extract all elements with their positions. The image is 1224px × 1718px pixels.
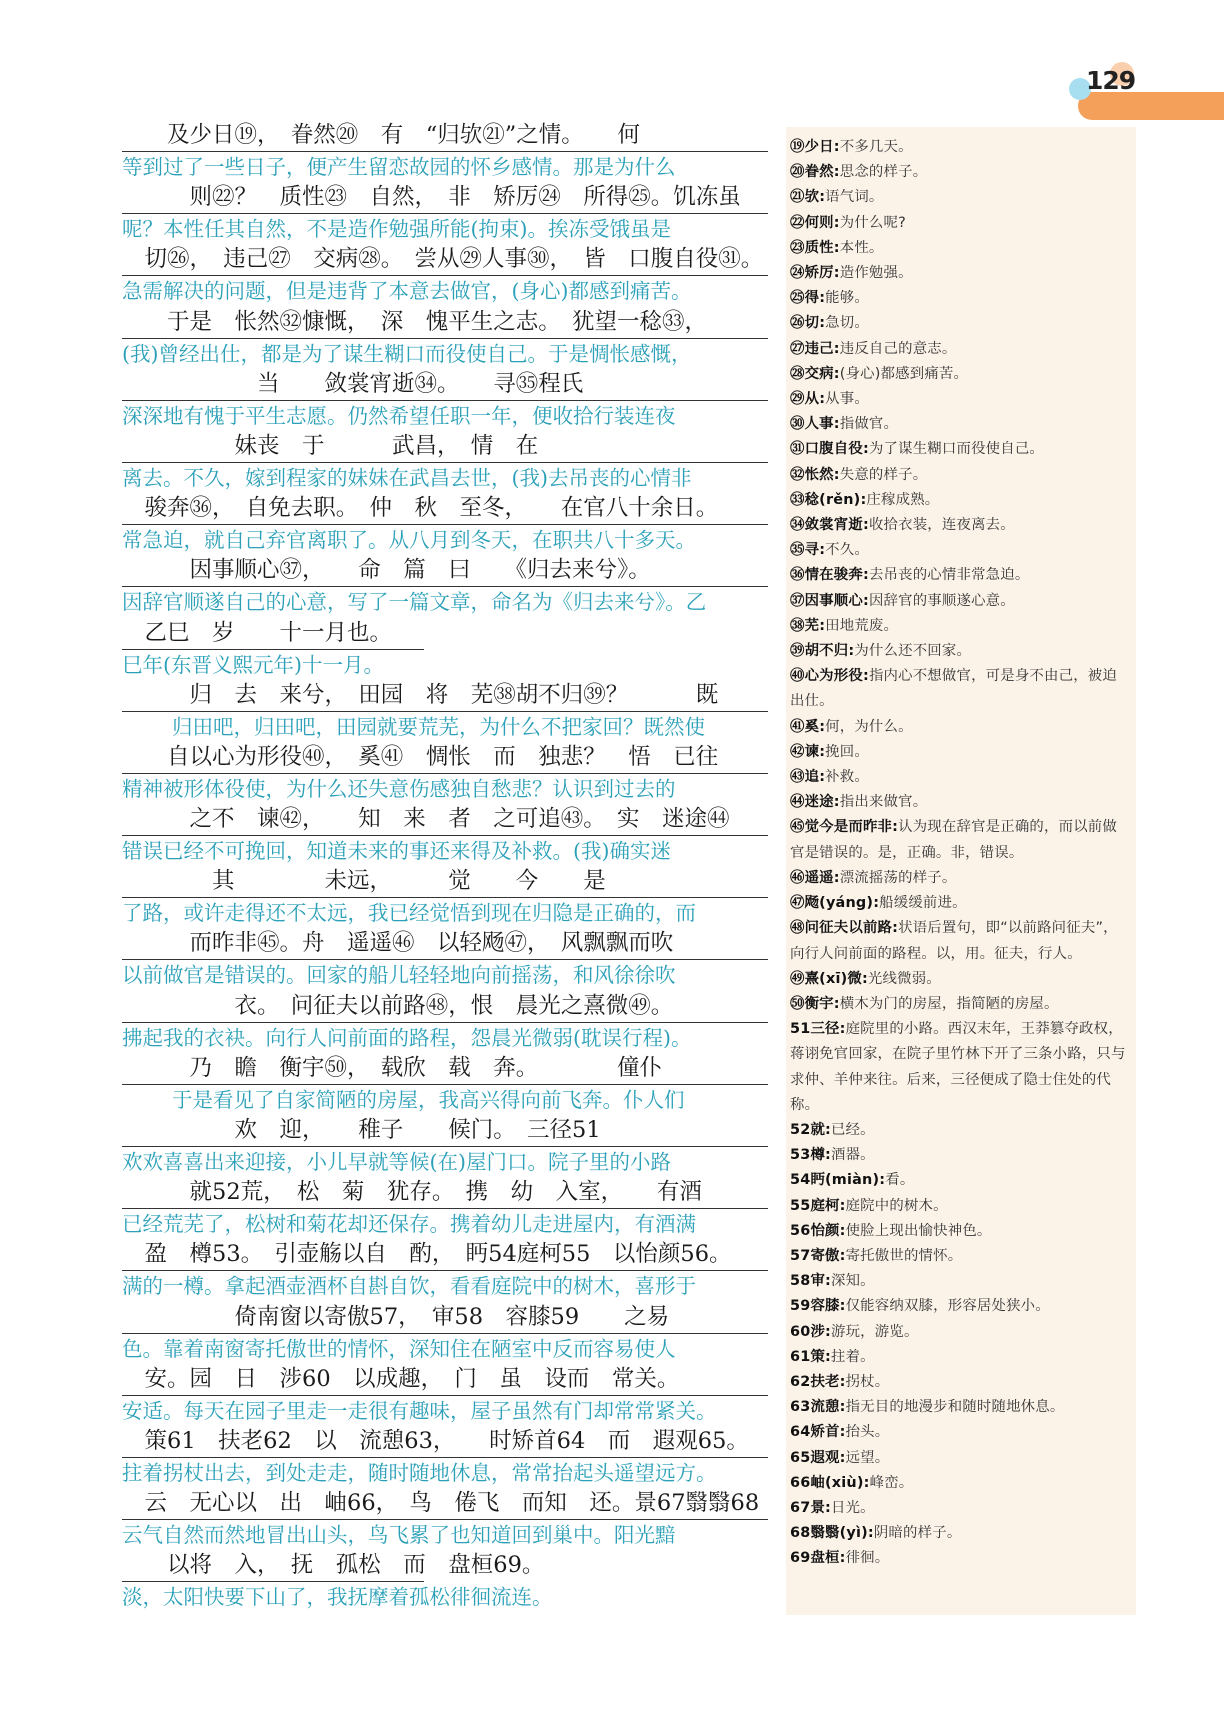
note-number: ㊲ [790, 592, 805, 609]
passage-line [122, 369, 768, 431]
note-number: 63 [790, 1399, 811, 1416]
note-number: 51 [790, 1021, 811, 1038]
note-definition: 收拾衣装，连夜离去。 [868, 517, 1015, 534]
note-number: ㉙ [790, 391, 805, 408]
passage-line [122, 804, 768, 866]
note-number: 61 [790, 1348, 811, 1365]
note-term: 遥遥 [804, 869, 834, 886]
translation-text: 淡，太阳快要下山了，我抚摩着孤松徘徊流连。 [122, 1585, 553, 1610]
note-definition: 船缓缓前进。 [879, 895, 967, 912]
note-definition: 挽回。 [825, 743, 869, 760]
note-term: 扶老 [810, 1373, 840, 1390]
note-number: 53 [790, 1147, 811, 1164]
note-term: 寄傲 [810, 1247, 840, 1264]
note-term: 审 [810, 1273, 826, 1290]
note-term: 怅然 [804, 466, 834, 483]
note-definition: 庭院里的小路。西汉末年，王莽篡夺政权，蒋诩免官回家，在院子里竹林下开了三条小路，只与求仲、羊仲来往。后来，三径便成了隐士住处的代称。 [790, 1021, 1126, 1113]
note-number: ㉓ [790, 239, 805, 256]
note-number: ㉘ [790, 365, 805, 382]
note-item: ㊺觉今是而昨非:认为现在辞官是正确的，而以前做官是错误的。是，正确。非，错误。 [790, 819, 1117, 861]
original-text: 云 无心以 出 岫66， 鸟 倦飞 而知 还。景67翳翳68 [122, 1488, 768, 1520]
note-term: 交病 [804, 365, 834, 382]
original-text: 欢 迎， 稚子 候门。 三径51 [122, 1115, 768, 1147]
note-item: ㊷谏:挽回。 [790, 743, 869, 760]
translation-text: 拂起我的衣袂。向行人问前面的路程，怨晨光微弱(耽误行程)。 [122, 1025, 692, 1050]
note-term: 怡颜 [810, 1222, 840, 1239]
note-term: 庭柯 [810, 1197, 840, 1214]
note-item: ㉛口腹自役:为了谋生糊口而役使自己。 [790, 441, 1045, 458]
note-term: 欤 [804, 189, 820, 206]
note-item: ㉟寻:不久。 [790, 542, 869, 559]
original-text: 就52荒， 松 菊 犹存。 携 幼 入室， 有酒 [122, 1177, 768, 1209]
note-definition: 违反自己的意志。 [839, 340, 957, 357]
original-text: 衣。 问征夫以前路㊽，恨 晨光之熹微㊾。 [122, 991, 768, 1023]
note-term: 奚 [804, 718, 820, 735]
note-item: 54眄(miàn):看。 [790, 1172, 915, 1189]
note-term: 景 [810, 1499, 826, 1516]
note-term: 口腹自役 [804, 441, 863, 458]
note-number: ㉛ [790, 441, 805, 458]
translation-text: 归田吧，归田吧，田园就要荒芜，为什么不把家回？既然使 [172, 714, 705, 739]
note-item: ㉓质性:本性。 [790, 239, 884, 256]
passage-line [122, 1239, 768, 1301]
note-definition: 能够。 [825, 290, 869, 307]
note-definition: 光线微弱。 [867, 970, 941, 987]
original-text: 及少日⑲， 眷然⑳ 有 “归欤㉑”之情。 何 [122, 120, 768, 152]
note-definition: 深知。 [831, 1273, 875, 1290]
note-term: 樽 [810, 1147, 826, 1164]
note-item: ㊱情在骏奔:去吊丧的心情非常急迫。 [790, 567, 1030, 584]
note-number: 56 [790, 1222, 811, 1239]
note-definition: 仅能容纳双膝，形容居处狭小。 [845, 1298, 1050, 1315]
note-term: 眄(miàn) [810, 1172, 880, 1189]
passage-line [122, 866, 768, 928]
translation-text: 巳年(东晋义熙元年)十一月。 [122, 652, 384, 677]
note-number: ㊻ [790, 869, 805, 886]
original-text: 则㉒？ 质性㉓ 自然， 非 矫厉㉔ 所得㉕。饥冻虽 [122, 182, 768, 214]
note-term: 衡宇 [804, 995, 834, 1012]
note-definition: 为什么呢? [839, 214, 906, 231]
note-number: ㉗ [790, 340, 805, 357]
note-term: 稔(rěn) [804, 491, 861, 508]
note-item: 58审:深知。 [790, 1273, 875, 1290]
note-definition: 庄稼成熟。 [866, 491, 940, 508]
note-number: ㉑ [790, 189, 805, 206]
note-number: 60 [790, 1323, 811, 1340]
note-definition: 去吊丧的心情非常急迫。 [868, 567, 1030, 584]
note-item: ㉔矫厉:造作勉强。 [790, 265, 913, 282]
note-definition: 寄托傲世的情怀。 [845, 1247, 963, 1264]
note-number: ㊳ [790, 617, 805, 634]
note-item: ㊳芜:田地荒废。 [790, 617, 899, 634]
note-definition: 游玩，游览。 [831, 1323, 919, 1340]
original-text: 之不 谏㊷， 知 来 者 之可追㊸。 实 迷途㊹ [122, 804, 768, 836]
note-item: 62扶老:拐杖。 [790, 1373, 890, 1390]
note-item: ㊾熹(xī)微:光线微弱。 [790, 970, 941, 987]
note-definition: 因辞官的事顺遂心意。 [868, 592, 1015, 609]
note-term: 追 [804, 769, 820, 786]
note-definition: 失意的样子。 [839, 466, 928, 483]
note-term: 情在骏奔 [804, 567, 863, 584]
note-number: ㉕ [790, 290, 805, 307]
original-text: 其 未远， 觉 今 是 [122, 866, 768, 898]
note-item: ㉒何则:为什么呢? [790, 214, 906, 231]
passage-line [122, 1550, 768, 1612]
note-item: ㊹迷途:指出来做官。 [790, 794, 928, 811]
note-number: 59 [790, 1298, 811, 1315]
passage-column [122, 120, 768, 1613]
note-term: 策 [810, 1348, 826, 1365]
note-number: 67 [790, 1499, 811, 1516]
note-term: 流憩 [810, 1399, 840, 1416]
translation-text: 错误已经不可挽回，知道未来的事还来得及补救。(我)确实迷 [122, 839, 671, 864]
original-text: 自以心为形役㊵， 奚㊶ 惆怅 而 独悲？ 悟 已往 [122, 742, 768, 774]
note-item: ㊿衡宇:横木为门的房屋，指简陋的房屋。 [790, 995, 1059, 1012]
note-number: 58 [790, 1273, 811, 1290]
note-definition: 从事。 [825, 391, 869, 408]
note-term: 眷然 [804, 164, 834, 181]
original-text: 于是 怅然㉜慷慨， 深 愧平生之志。 犹望一稔㉝， [122, 307, 768, 339]
note-definition: 指出来做官。 [839, 794, 928, 811]
translation-text: 呢？本性任其自然，不是造作勉强所能(拘束)。挨冻受饿虽是 [122, 217, 671, 242]
translation-text: 拄着拐杖出去，到处走走，随时随地休息，常常抬起头遥望远方。 [122, 1460, 717, 1485]
note-item: 65遐观:远望。 [790, 1449, 890, 1466]
note-definition: 何，为什么。 [825, 718, 913, 735]
passage-line [122, 1053, 768, 1115]
note-term: 问征夫以前路 [804, 920, 893, 937]
note-definition: 急切。 [825, 315, 869, 332]
note-term: 切 [804, 315, 820, 332]
note-item: 61策:拄着。 [790, 1348, 875, 1365]
passage-line [122, 555, 768, 617]
translation-text: 安适。每天在园子里走一走很有趣味，屋子虽然有门却常常紧关。 [122, 1398, 717, 1423]
note-item: 63流憩:指无目的地漫步和随时随地休息。 [790, 1399, 1065, 1416]
note-item: ㉙从:从事。 [790, 391, 869, 408]
original-text: 当 敛裳宵逝㉞。 寻㉟程氏 [122, 369, 768, 401]
translation-text: 以前做官是错误的。回家的船儿轻轻地向前摇荡，和风徐徐吹 [122, 963, 676, 988]
note-number: ㉖ [790, 315, 805, 332]
passage-line [122, 618, 768, 680]
note-item: ⑲少日:不多几天。 [790, 139, 913, 155]
note-definition: 拄着。 [831, 1348, 875, 1365]
note-term: 谏 [804, 743, 820, 760]
note-definition: 阴暗的样子。 [873, 1525, 962, 1542]
passage-line [122, 120, 768, 182]
original-text: 妹丧 于 武昌， 情 在 [122, 431, 768, 463]
note-term: 飏(yáng) [804, 895, 874, 912]
note-item: 59容膝:仅能容纳双膝，形容居处狭小。 [790, 1298, 1050, 1315]
note-number: ㉟ [790, 542, 805, 559]
note-term: 迷途 [804, 794, 834, 811]
note-number: ㊼ [790, 895, 805, 912]
note-item: 52就:已经。 [790, 1121, 875, 1138]
note-term: 何则 [804, 214, 834, 231]
original-text: 安。园 日 涉60 以成趣， 门 虽 设而 常关。 [122, 1364, 768, 1396]
note-item: 60涉:游玩，游览。 [790, 1323, 919, 1340]
note-item: ㊸追:补救。 [790, 769, 869, 786]
note-number: ㊱ [790, 567, 805, 584]
original-text: 骏奔㊱， 自免去职。 仲 秋 至冬， 在官八十余日。 [122, 493, 768, 525]
note-term: 敛裳宵逝 [804, 517, 863, 534]
note-term: 熹(xī)微 [804, 970, 862, 987]
translation-text: 离去。不久，嫁到程家的妹妹在武昌去世，(我)去吊丧的心情非 [122, 465, 692, 490]
note-number: ㉜ [790, 466, 805, 483]
passage-line [122, 1302, 768, 1364]
note-number: 55 [790, 1197, 811, 1214]
note-term: 从 [804, 391, 820, 408]
note-number: 62 [790, 1373, 811, 1390]
note-item: ⑳眷然:思念的样子。 [790, 164, 928, 181]
note-term: 质性 [804, 239, 834, 256]
original-text: 切㉖， 违己㉗ 交病㉘。 尝从㉙人事㉚， 皆 口腹自役㉛。 [122, 244, 768, 276]
passage-line [122, 1488, 768, 1550]
note-term: 胡不归 [804, 643, 849, 660]
note-item: ㊶奚:何，为什么。 [790, 718, 913, 735]
passage-line [122, 991, 768, 1053]
note-item: 64矫首:抬头。 [790, 1424, 890, 1441]
note-definition: 酒器。 [831, 1147, 875, 1164]
note-number: ㉔ [790, 265, 805, 282]
note-definition: 已经。 [831, 1121, 875, 1138]
note-definition: 指内心不想做官，可是身不由己，被迫出仕。 [790, 668, 1117, 710]
note-number: ㊴ [790, 643, 805, 660]
note-item: 55庭柯:庭院中的树木。 [790, 1197, 948, 1214]
note-number: ㊾ [790, 970, 805, 987]
note-definition: 补救。 [825, 769, 869, 786]
note-item: ㊻遥遥:漂流摇荡的样子。 [790, 869, 957, 886]
note-definition: 不多几天。 [839, 139, 913, 155]
note-number: 64 [790, 1424, 811, 1441]
note-definition: 漂流摇荡的样子。 [839, 869, 957, 886]
passage-line [122, 1364, 768, 1426]
note-definition: (身心)都感到痛苦。 [839, 365, 969, 382]
note-number: ㉝ [790, 491, 805, 508]
note-definition: 指无目的地漫步和随时随地休息。 [845, 1399, 1065, 1416]
translation-text: 于是看见了自家简陋的房屋，我高兴得向前飞奔。仆人们 [172, 1087, 685, 1112]
note-item: ㉚人事:指做官。 [790, 416, 899, 433]
passage-line [122, 493, 768, 555]
note-number: 66 [790, 1474, 811, 1491]
note-number: 68 [790, 1525, 811, 1542]
note-number: ㊷ [790, 743, 805, 760]
translation-text: 深深地有愧于平生志愿。仍然希望任职一年，便收拾行装连夜 [122, 403, 676, 428]
note-item: ㉖切:急切。 [790, 315, 869, 332]
original-text: 因事顺心㊲， 命 篇 曰 《归去来兮》。 [122, 555, 768, 587]
translation-text: 急需解决的问题，但是违背了本意去做官，(身心)都感到痛苦。 [122, 279, 692, 304]
note-definition: 看。 [885, 1172, 915, 1189]
page-number: 129 [1086, 66, 1136, 95]
translation-text: 色。靠着南窗寄托傲世的情怀，深知住在陋室中反而容易使人 [122, 1336, 676, 1361]
note-number: ㊸ [790, 769, 805, 786]
passage-line [122, 431, 768, 493]
note-term: 违己 [804, 340, 834, 357]
note-definition: 田地荒废。 [825, 617, 899, 634]
note-number: ㊶ [790, 718, 805, 735]
note-number: ㊽ [790, 920, 805, 937]
note-term: 寻 [804, 542, 820, 559]
note-item: 69盘桓:徘徊。 [790, 1550, 890, 1567]
note-term: 就 [810, 1121, 826, 1138]
translation-text: 欢欢喜喜出来迎接，小儿早就等候(在)屋门口。院子里的小路 [122, 1150, 671, 1174]
note-term: 矫首 [810, 1424, 840, 1441]
note-item: ㉗违己:违反自己的意志。 [790, 340, 957, 357]
note-item: ㉕得:能够。 [790, 290, 869, 307]
translation-text: 精神被形体役使，为什么还失意伤感独自愁悲？认识到过去的 [122, 776, 676, 801]
note-term: 觉今是而昨非 [804, 819, 893, 836]
passage-line [122, 1177, 768, 1239]
note-definition: 不久。 [825, 542, 869, 559]
note-term: 容膝 [810, 1298, 840, 1315]
note-term: 因事顺心 [804, 592, 863, 609]
note-term: 涉 [810, 1323, 826, 1340]
original-text: 而昨非㊺。舟 遥遥㊻ 以轻飏㊼， 风飘飘而吹 [122, 928, 768, 960]
passage-line [122, 928, 768, 990]
note-definition: 徘徊。 [845, 1550, 890, 1567]
note-term: 人事 [804, 416, 834, 433]
passage-line [122, 307, 768, 369]
passage-line [122, 182, 768, 244]
original-text: 归 去 来兮， 田园 将 芜㊳胡不归㊴？ 既 [122, 680, 768, 712]
translation-text: 等到过了一些日子，便产生留恋故园的怀乡感情。那是为什么 [122, 155, 676, 179]
translation-text: (我)曾经出仕，都是为了谋生糊口而役使自己。于是惆怅感慨， [122, 341, 692, 366]
note-definition: 远望。 [845, 1449, 890, 1466]
note-number: ⑳ [790, 164, 805, 181]
note-definition: 抬头。 [845, 1424, 890, 1441]
note-definition: 思念的样子。 [839, 164, 928, 181]
note-term: 翳翳(yì) [810, 1525, 868, 1542]
translation-text: 已经荒芜了，松树和菊花却还保存。携着幼儿走进屋内，有酒满 [122, 1212, 696, 1237]
note-definition: 庭院中的树木。 [845, 1197, 948, 1214]
note-item: ㊴胡不归:为什么还不回家。 [790, 643, 972, 660]
note-term: 心为形役 [804, 668, 863, 685]
note-term: 得 [804, 290, 820, 307]
note-item: ㉑欤:语气词。 [790, 189, 884, 206]
note-item: ㊵心为形役:指内心不想做官，可是身不由己，被迫出仕。 [790, 668, 1117, 710]
note-item: 68翳翳(yì):阴暗的样子。 [790, 1525, 962, 1542]
note-item: 56怡颜:使脸上现出愉快神色。 [790, 1222, 992, 1239]
translation-text: 常急迫，就自己弃官离职了。从八月到冬天，在职共八十多天。 [122, 528, 696, 553]
note-item: ㊼飏(yáng):船缓缓前进。 [790, 895, 967, 912]
note-term: 少日 [804, 139, 834, 155]
note-term: 芜 [804, 617, 820, 634]
note-number: ㉚ [790, 416, 805, 433]
note-term: 盘桓 [810, 1550, 840, 1567]
note-item: 57寄傲:寄托傲世的情怀。 [790, 1247, 963, 1264]
translation-text: 云气自然而然地冒出山头，鸟飞累了也知道回到巢中。阳光黯 [122, 1523, 676, 1548]
note-definition: 为什么还不回家。 [854, 643, 972, 660]
note-definition: 横木为门的房屋，指简陋的房屋。 [839, 995, 1059, 1012]
original-text: 盈 樽53。 引壶觞以自 酌， 眄54庭柯55 以怡颜56。 [122, 1239, 768, 1271]
passage-line [122, 1426, 768, 1488]
note-item: ㊽问征夫以前路:状语后置句，即“以前路问征夫”，向行人问前面的路程。以，用。征夫，行人。 [790, 920, 1118, 962]
note-item: ㉝稔(rěn):庄稼成熟。 [790, 491, 940, 508]
note-term: 遐观 [810, 1449, 840, 1466]
note-term: 矫厉 [804, 265, 834, 282]
notes-list [786, 127, 1136, 1572]
note-definition: 使脸上现出愉快神色。 [845, 1222, 992, 1239]
passage-line [122, 244, 768, 306]
note-item: 67景:日光。 [790, 1499, 875, 1516]
note-number: 52 [790, 1121, 811, 1138]
note-item: 51三径:庭院里的小路。西汉末年，王莽篡夺政权，蒋诩免官回家，在院子里竹林下开了三条小路，只与求仲、羊仲来往。后来，三径便成了隐士住处的代称。 [790, 1021, 1126, 1113]
note-item: ㉞敛裳宵逝:收拾衣装，连夜离去。 [790, 517, 1015, 534]
note-number: 65 [790, 1449, 811, 1466]
translation-text: 因辞官顺遂自己的心意，写了一篇文章，命名为《归去来兮》。乙 [122, 590, 707, 615]
note-definition: 指做官。 [839, 416, 899, 433]
original-text: 以将 入， 抚 孤松 而 盘桓69。 [122, 1550, 424, 1582]
original-text: 乙巳 岁 十一月也。 [122, 618, 424, 650]
note-item: ㉜怅然:失意的样子。 [790, 466, 928, 483]
note-number: 54 [790, 1172, 811, 1189]
note-definition: 为了谋生糊口而役使自己。 [868, 441, 1045, 458]
note-definition: 造作勉强。 [839, 265, 913, 282]
note-number: ㊿ [790, 995, 805, 1012]
original-text: 乃 瞻 衡宇㊿， 载欣 载 奔。 僮仆 [122, 1053, 768, 1085]
note-definition: 日光。 [831, 1499, 875, 1516]
passage-line [122, 1115, 768, 1177]
note-definition: 状语后置句，即“以前路问征夫”，向行人问前面的路程。以，用。征夫，行人。 [790, 920, 1118, 962]
note-item: ㊲因事顺心:因辞官的事顺遂心意。 [790, 592, 1015, 609]
note-item: 66岫(xiù):峰峦。 [790, 1474, 914, 1491]
note-definition: 本性。 [839, 239, 884, 256]
note-definition: 语气词。 [825, 189, 884, 206]
note-definition: 峰峦。 [869, 1474, 914, 1491]
note-number: ㊹ [790, 794, 805, 811]
original-text: 倚南窗以寄傲57， 审58 容膝59 之易 [122, 1302, 768, 1334]
passage-line [122, 742, 768, 804]
note-number: 57 [790, 1247, 811, 1264]
original-text: 策61 扶老62 以 流憩63， 时矫首64 而 遐观65。 [122, 1426, 768, 1458]
note-term: 岫(xiù) [810, 1474, 864, 1491]
note-item: ㉘交病:(身心)都感到痛苦。 [790, 365, 969, 382]
note-number: ㉒ [790, 214, 805, 231]
note-term: 三径 [810, 1021, 840, 1038]
note-number: 69 [790, 1550, 811, 1567]
note-definition: 认为现在辞官是正确的，而以前做官是错误的。是，正确。非，错误。 [790, 819, 1117, 861]
translation-text: 了路，或许走得还不太远，我已经觉悟到现在归隐是正确的，而 [122, 901, 696, 926]
note-item: 53樽:酒器。 [790, 1147, 875, 1164]
note-number: ⑲ [790, 139, 805, 155]
notes-panel [786, 127, 1136, 1615]
note-definition: 拐杖。 [845, 1373, 890, 1390]
translation-text: 满的一樽。拿起酒壶酒杯自斟自饮，看看庭院中的树木，喜形于 [122, 1274, 696, 1299]
note-number: ㊵ [790, 668, 805, 685]
passage-line [122, 680, 768, 742]
note-number: ㊺ [790, 819, 805, 836]
note-number: ㉞ [790, 517, 805, 534]
